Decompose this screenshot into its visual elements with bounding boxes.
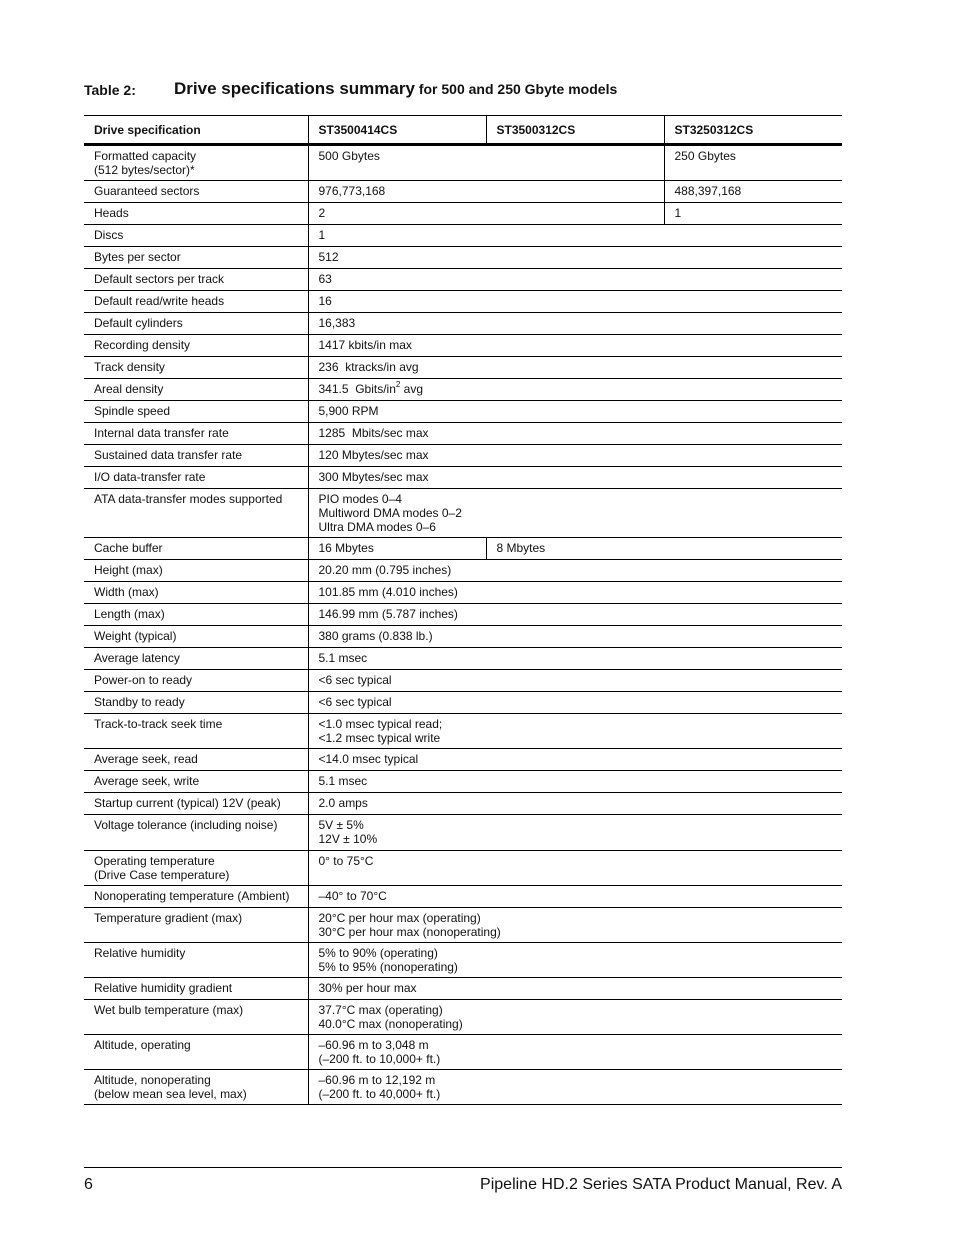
table-row — [84, 489, 842, 538]
spec-label: Areal density — [84, 379, 308, 401]
spec-label: Nonoperating temperature (Ambient) — [84, 886, 308, 908]
spec-value: 1417 kbits/in max — [308, 335, 842, 357]
spec-value: 236 ktracks/in avg — [308, 357, 842, 379]
spec-value: 5.1 msec — [308, 771, 842, 793]
spec-label: Operating temperature (Drive Case temperature) — [84, 851, 308, 886]
spec-label: Track density — [84, 357, 308, 379]
table-row — [84, 670, 842, 692]
spec-value: –40° to 70°C — [308, 886, 842, 908]
table-row — [84, 1035, 842, 1070]
spec-value: 5,900 RPM — [308, 401, 842, 423]
page-number: 6 — [84, 1176, 93, 1193]
table-row — [84, 604, 842, 626]
col-header-st3500312cs: ST3500312CS — [486, 116, 664, 145]
spec-value: –60.96 m to 3,048 m (–200 ft. to 10,000+ ft.) — [308, 1035, 842, 1070]
table-row — [84, 203, 842, 225]
table-row — [84, 467, 842, 489]
spec-value: 300 Mbytes/sec max — [308, 467, 842, 489]
spec-label: Sustained data transfer rate — [84, 445, 308, 467]
col-header-st3250312cs: ST3250312CS — [664, 116, 842, 145]
spec-value: 146.99 mm (5.787 inches) — [308, 604, 842, 626]
spec-label: Default read/write heads — [84, 291, 308, 313]
table-row — [84, 225, 842, 247]
spec-label: Power-on to ready — [84, 670, 308, 692]
spec-value: <6 sec typical — [308, 670, 842, 692]
table-row — [84, 1000, 842, 1035]
table-title-rest: for 500 and 250 Gbyte models — [414, 81, 618, 97]
spec-label: Formatted capacity (512 bytes/sector)* — [84, 145, 308, 181]
spec-label: Discs — [84, 225, 308, 247]
spec-value: 20°C per hour max (operating) 30°C per hour max (nonoperating) — [308, 908, 842, 943]
spec-label: Relative humidity gradient — [84, 978, 308, 1000]
spec-value: 250 Gbytes — [664, 145, 842, 181]
table-row — [84, 291, 842, 313]
table-row — [84, 379, 842, 401]
spec-label: Recording density — [84, 335, 308, 357]
spec-label: Average seek, write — [84, 771, 308, 793]
spec-value: 0° to 75°C — [308, 851, 842, 886]
table-row — [84, 560, 842, 582]
spec-value — [308, 379, 842, 401]
spec-label: ATA data-transfer modes supported — [84, 489, 308, 538]
spec-value: 976,773,168 — [308, 181, 664, 203]
spec-value: 1285 Mbits/sec max — [308, 423, 842, 445]
spec-label: Default cylinders — [84, 313, 308, 335]
spec-label: Length (max) — [84, 604, 308, 626]
spec-value: 1 — [664, 203, 842, 225]
spec-value: 63 — [308, 269, 842, 291]
spec-value: 16 — [308, 291, 842, 313]
drive-specifications-table — [84, 115, 842, 1105]
spec-value: 512 — [308, 247, 842, 269]
table-title-main: Drive specifications summary — [174, 79, 415, 98]
table-row — [84, 908, 842, 943]
table-row — [84, 793, 842, 815]
areal-density-value: 341.5 Gbits/in — [318, 382, 396, 396]
spec-label: Standby to ready — [84, 692, 308, 714]
table-row — [84, 692, 842, 714]
footer-divider — [84, 1167, 842, 1168]
spec-label: Bytes per sector — [84, 247, 308, 269]
spec-label: Weight (typical) — [84, 626, 308, 648]
spec-value: –60.96 m to 12,192 m (–200 ft. to 40,000+ ft.) — [308, 1070, 842, 1105]
spec-label: I/O data-transfer rate — [84, 467, 308, 489]
table-number: Table 2: — [84, 82, 136, 98]
table-row — [84, 978, 842, 1000]
table-row — [84, 538, 842, 560]
spec-label: Relative humidity — [84, 943, 308, 978]
spec-value: 120 Mbytes/sec max — [308, 445, 842, 467]
table-title — [174, 79, 617, 99]
spec-value: 5V ± 5% 12V ± 10% — [308, 815, 842, 851]
spec-label: Average seek, read — [84, 749, 308, 771]
table-row — [84, 943, 842, 978]
table-row — [84, 648, 842, 670]
spec-label: Average latency — [84, 648, 308, 670]
spec-value: 5% to 90% (operating) 5% to 95% (nonoperating) — [308, 943, 842, 978]
table-row — [84, 1070, 842, 1105]
spec-value: 488,397,168 — [664, 181, 842, 203]
areal-density-unit: avg — [400, 382, 424, 396]
col-header-spec: Drive specification — [84, 116, 308, 145]
table-row — [84, 815, 842, 851]
spec-label: Track-to-track seek time — [84, 714, 308, 749]
spec-label: Height (max) — [84, 560, 308, 582]
spec-value: 380 grams (0.838 lb.) — [308, 626, 842, 648]
spec-label: Wet bulb temperature (max) — [84, 1000, 308, 1035]
table-row — [84, 269, 842, 291]
spec-value: 20.20 mm (0.795 inches) — [308, 560, 842, 582]
spec-label: Width (max) — [84, 582, 308, 604]
spec-value: 2.0 amps — [308, 793, 842, 815]
table-row — [84, 582, 842, 604]
spec-label: Temperature gradient (max) — [84, 908, 308, 943]
header-row — [84, 116, 842, 145]
table-row — [84, 181, 842, 203]
document-title: Pipeline HD.2 Series SATA Product Manual, Rev. A — [480, 1176, 842, 1193]
spec-value: 16,383 — [308, 313, 842, 335]
table-row — [84, 771, 842, 793]
superscript-exponent: 2 — [395, 380, 401, 389]
spec-label: Cache buffer — [84, 538, 308, 560]
table-row — [84, 626, 842, 648]
spec-value: PIO modes 0–4 Multiword DMA modes 0–2 Ultra DMA modes 0–6 — [308, 489, 842, 538]
spec-value: 500 Gbytes — [308, 145, 664, 181]
table-row — [84, 401, 842, 423]
table-row — [84, 357, 842, 379]
spec-label: Startup current (typical) 12V (peak) — [84, 793, 308, 815]
table-row — [84, 423, 842, 445]
spec-label: Voltage tolerance (including noise) — [84, 815, 308, 851]
spec-value: 2 — [308, 203, 664, 225]
table-row — [84, 851, 842, 886]
spec-value: 16 Mbytes — [308, 538, 486, 560]
spec-label: Altitude, nonoperating (below mean sea level, max) — [84, 1070, 308, 1105]
table-row — [84, 445, 842, 467]
spec-value: 37.7°C max (operating) 40.0°C max (nonoperating) — [308, 1000, 842, 1035]
spec-value: 5.1 msec — [308, 648, 842, 670]
spec-value: <6 sec typical — [308, 692, 842, 714]
spec-label: Altitude, operating — [84, 1035, 308, 1070]
spec-label: Spindle speed — [84, 401, 308, 423]
spec-label: Internal data transfer rate — [84, 423, 308, 445]
spec-value: <1.0 msec typical read; <1.2 msec typical write — [308, 714, 842, 749]
spec-value: 30% per hour max — [308, 978, 842, 1000]
table-row — [84, 145, 842, 181]
table-row — [84, 714, 842, 749]
col-header-st3500414cs: ST3500414CS — [308, 116, 486, 145]
spec-value: <14.0 msec typical — [308, 749, 842, 771]
table-row — [84, 749, 842, 771]
table-row — [84, 313, 842, 335]
table-row — [84, 886, 842, 908]
spec-value: 8 Mbytes — [486, 538, 842, 560]
spec-value: 1 — [308, 225, 842, 247]
table-row — [84, 335, 842, 357]
spec-label: Guaranteed sectors — [84, 181, 308, 203]
spec-value: 101.85 mm (4.010 inches) — [308, 582, 842, 604]
table-row — [84, 247, 842, 269]
spec-label: Heads — [84, 203, 308, 225]
spec-label: Default sectors per track — [84, 269, 308, 291]
